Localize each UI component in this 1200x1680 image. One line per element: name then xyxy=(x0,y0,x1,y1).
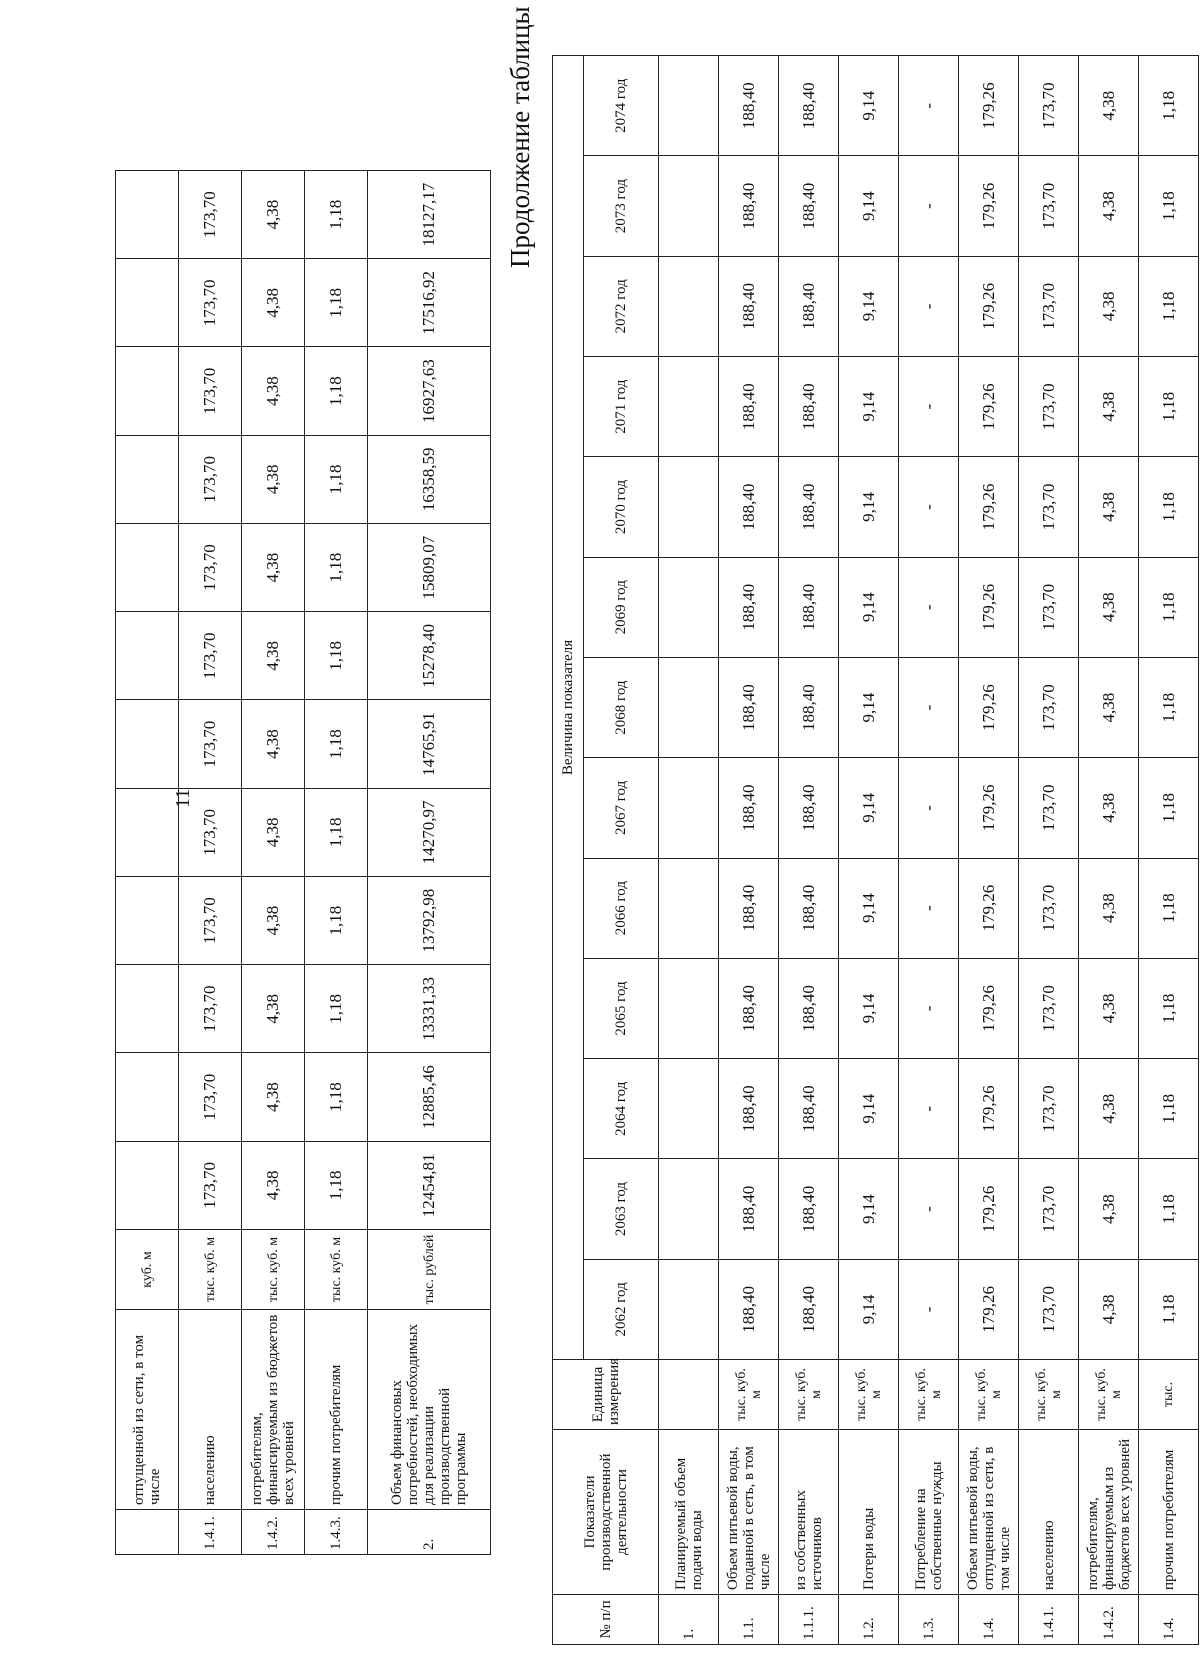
table-row xyxy=(116,171,179,1555)
value-cell: 4,38 xyxy=(242,788,305,876)
value-cell: 4,38 xyxy=(242,612,305,700)
value-cell: 188,40 xyxy=(719,557,779,657)
row-unit: тыс. xyxy=(1139,1360,1199,1430)
row-number: 1.4.3. xyxy=(305,1510,368,1555)
row-number: 1.4.1. xyxy=(1019,1595,1079,1645)
value-cell: - xyxy=(899,858,959,958)
value-cell: 4,38 xyxy=(1079,256,1139,356)
row-number: 1.4. xyxy=(1139,1595,1199,1645)
value-cell: 1,18 xyxy=(305,700,368,788)
table-row xyxy=(1079,56,1139,1645)
row-number: 1.4.1. xyxy=(179,1510,242,1555)
value-cell: 4,38 xyxy=(1079,1259,1139,1359)
value-cell: 13792,98 xyxy=(368,877,491,965)
value-cell: 9,14 xyxy=(839,1159,899,1259)
value-cell xyxy=(116,965,179,1053)
value-cell: 9,14 xyxy=(839,256,899,356)
header-year: 2071 год xyxy=(584,357,659,457)
row-number: 1.4. xyxy=(959,1595,1019,1645)
header-year: 2069 год xyxy=(584,557,659,657)
value-cell: 1,18 xyxy=(305,612,368,700)
value-cell: 188,40 xyxy=(779,357,839,457)
value-cell xyxy=(659,357,719,457)
value-cell: 4,38 xyxy=(1079,156,1139,256)
value-cell: 173,70 xyxy=(179,347,242,435)
row-unit: тыс. куб. м xyxy=(959,1360,1019,1430)
value-cell: 173,70 xyxy=(179,877,242,965)
value-cell xyxy=(659,557,719,657)
value-cell: 188,40 xyxy=(719,1259,779,1359)
value-cell xyxy=(116,788,179,876)
value-cell xyxy=(116,1053,179,1141)
value-cell: 4,38 xyxy=(1079,858,1139,958)
value-cell: 173,70 xyxy=(1019,657,1079,757)
row-label: Потребление на собственные нужды xyxy=(899,1430,959,1595)
value-cell: 188,40 xyxy=(719,56,779,156)
row-unit: тыс. куб. м xyxy=(779,1360,839,1430)
value-cell: 188,40 xyxy=(779,758,839,858)
row-unit: тыс. куб. м xyxy=(719,1360,779,1430)
header-indicator: Показатели производственной деятельности xyxy=(553,1430,659,1595)
table-row xyxy=(1139,56,1199,1645)
row-label: Планируемый объем подачи воды xyxy=(659,1430,719,1595)
row-number: 1.4.2. xyxy=(242,1510,305,1555)
value-cell: 173,70 xyxy=(179,259,242,347)
value-cell: 1,18 xyxy=(305,965,368,1053)
value-cell: 4,38 xyxy=(1079,1059,1139,1159)
value-cell: 179,26 xyxy=(959,357,1019,457)
value-cell: 4,38 xyxy=(242,877,305,965)
value-cell: 1,18 xyxy=(305,524,368,612)
value-cell: 179,26 xyxy=(959,1059,1019,1159)
value-cell: 179,26 xyxy=(959,1259,1019,1359)
row-number: 1.1. xyxy=(719,1595,779,1645)
value-cell: 1,18 xyxy=(305,877,368,965)
value-cell: 4,38 xyxy=(1079,758,1139,858)
table-row xyxy=(305,171,368,1555)
value-cell: 1,18 xyxy=(1139,758,1199,858)
value-cell xyxy=(659,758,719,858)
value-cell: 173,70 xyxy=(179,700,242,788)
value-cell xyxy=(659,657,719,757)
value-cell: 1,18 xyxy=(1139,858,1199,958)
value-cell: 188,40 xyxy=(779,858,839,958)
table-row xyxy=(242,171,305,1555)
value-cell: 4,38 xyxy=(1079,1159,1139,1259)
value-cell xyxy=(116,700,179,788)
value-cell: 188,40 xyxy=(719,457,779,557)
value-cell: - xyxy=(899,156,959,256)
value-cell: 188,40 xyxy=(719,858,779,958)
value-cell: 1,18 xyxy=(1139,1259,1199,1359)
value-cell: - xyxy=(899,557,959,657)
value-cell: 188,40 xyxy=(779,657,839,757)
row-label: из собственных источников xyxy=(779,1430,839,1595)
value-cell: 179,26 xyxy=(959,256,1019,356)
value-cell: 1,18 xyxy=(1139,457,1199,557)
value-cell: 188,40 xyxy=(719,958,779,1058)
value-cell: 173,70 xyxy=(1019,958,1079,1058)
table-row xyxy=(779,56,839,1645)
value-cell: 4,38 xyxy=(1079,958,1139,1058)
value-cell: 9,14 xyxy=(839,56,899,156)
value-cell: 1,18 xyxy=(305,788,368,876)
value-cell: 173,70 xyxy=(179,524,242,612)
header-num: № п/п xyxy=(553,1595,659,1645)
header-year: 2062 год xyxy=(584,1259,659,1359)
value-cell: 179,26 xyxy=(959,557,1019,657)
bottom-continuation-table xyxy=(552,55,1199,1645)
value-cell xyxy=(659,256,719,356)
value-cell xyxy=(659,457,719,557)
value-cell xyxy=(116,612,179,700)
value-cell: 9,14 xyxy=(839,1259,899,1359)
row-label: Объем питьевой воды, поданной в сеть, в том числе xyxy=(719,1430,779,1595)
value-cell: 173,70 xyxy=(1019,156,1079,256)
value-cell: 1,18 xyxy=(305,347,368,435)
row-unit: тыс. рублей xyxy=(368,1230,491,1310)
header-unit: Единица измерения xyxy=(553,1360,659,1430)
row-number: 1.4.2. xyxy=(1079,1595,1139,1645)
value-cell: 173,70 xyxy=(179,435,242,523)
value-cell: 17516,92 xyxy=(368,259,491,347)
value-cell: 188,40 xyxy=(719,657,779,757)
value-cell: 15809,07 xyxy=(368,524,491,612)
row-unit: тыс. куб. м xyxy=(839,1360,899,1430)
value-cell: 1,18 xyxy=(1139,156,1199,256)
value-cell xyxy=(116,347,179,435)
value-cell: 13331,33 xyxy=(368,965,491,1053)
header-year: 2063 год xyxy=(584,1159,659,1259)
value-cell: 188,40 xyxy=(779,958,839,1058)
table-row xyxy=(179,171,242,1555)
value-cell: 188,40 xyxy=(779,156,839,256)
value-cell: 4,38 xyxy=(242,1141,305,1229)
table-row xyxy=(899,56,959,1645)
value-cell: 1,18 xyxy=(305,171,368,259)
table-row xyxy=(368,171,491,1555)
value-cell: 4,38 xyxy=(242,524,305,612)
value-cell: 179,26 xyxy=(959,457,1019,557)
value-cell: 16358,59 xyxy=(368,435,491,523)
row-unit: тыс. куб. м xyxy=(1079,1360,1139,1430)
value-cell: 173,70 xyxy=(179,612,242,700)
row-unit xyxy=(659,1360,719,1430)
value-cell: 173,70 xyxy=(1019,758,1079,858)
value-cell: 188,40 xyxy=(719,1059,779,1159)
value-cell: 4,38 xyxy=(242,171,305,259)
value-cell: 9,14 xyxy=(839,156,899,256)
row-label: Объем финансовых потребностей, необходимых для реализации производственной программы xyxy=(368,1310,491,1510)
value-cell: 1,18 xyxy=(305,1141,368,1229)
value-cell: 173,70 xyxy=(1019,1059,1079,1159)
value-cell xyxy=(659,156,719,256)
value-cell xyxy=(659,1159,719,1259)
value-cell: 188,40 xyxy=(779,457,839,557)
value-cell: - xyxy=(899,958,959,1058)
value-cell: 173,70 xyxy=(1019,1159,1079,1259)
value-cell: 173,70 xyxy=(1019,457,1079,557)
value-cell: 188,40 xyxy=(719,758,779,858)
value-cell: 4,38 xyxy=(1079,457,1139,557)
value-cell: 9,14 xyxy=(839,958,899,1058)
row-unit: тыс. куб. м xyxy=(242,1230,305,1310)
value-cell: 9,14 xyxy=(839,1059,899,1159)
value-cell: 16927,63 xyxy=(368,347,491,435)
value-cell xyxy=(659,1059,719,1159)
value-cell xyxy=(116,435,179,523)
row-number xyxy=(116,1510,179,1555)
value-cell: 173,70 xyxy=(179,788,242,876)
value-cell xyxy=(659,858,719,958)
value-cell: 173,70 xyxy=(1019,357,1079,457)
value-cell: - xyxy=(899,1059,959,1159)
row-unit: куб. м xyxy=(116,1230,179,1310)
header-value-group: Величина показателя xyxy=(553,56,584,1360)
value-cell: 1,18 xyxy=(1139,1059,1199,1159)
row-unit: тыс. куб. м xyxy=(179,1230,242,1310)
value-cell: 188,40 xyxy=(779,557,839,657)
row-unit: тыс. куб. м xyxy=(305,1230,368,1310)
value-cell: 179,26 xyxy=(959,758,1019,858)
value-cell: 188,40 xyxy=(719,1159,779,1259)
value-cell xyxy=(116,171,179,259)
value-cell: - xyxy=(899,56,959,156)
header-year: 2073 год xyxy=(584,156,659,256)
value-cell: 4,38 xyxy=(242,965,305,1053)
value-cell: 4,38 xyxy=(1079,357,1139,457)
value-cell: 188,40 xyxy=(719,256,779,356)
value-cell: 1,18 xyxy=(305,259,368,347)
value-cell: 9,14 xyxy=(839,657,899,757)
value-cell: - xyxy=(899,256,959,356)
value-cell: - xyxy=(899,657,959,757)
row-label: потребителям, финансируемым из бюджетов всех уровней xyxy=(242,1310,305,1510)
row-label: населению xyxy=(1019,1430,1079,1595)
value-cell: 18127,17 xyxy=(368,171,491,259)
value-cell: 173,70 xyxy=(1019,557,1079,657)
value-cell: 12885,46 xyxy=(368,1053,491,1141)
value-cell: 173,70 xyxy=(179,1053,242,1141)
continuation-title: Продолжение таблицы xyxy=(505,6,535,268)
header-year: 2064 год xyxy=(584,1059,659,1159)
value-cell: 179,26 xyxy=(959,958,1019,1058)
row-number: 1.2. xyxy=(839,1595,899,1645)
value-cell: - xyxy=(899,1159,959,1259)
value-cell: 1,18 xyxy=(1139,1159,1199,1259)
value-cell: - xyxy=(899,457,959,557)
value-cell xyxy=(659,1259,719,1359)
value-cell xyxy=(659,958,719,1058)
value-cell: 179,26 xyxy=(959,56,1019,156)
value-cell: 9,14 xyxy=(839,557,899,657)
value-cell: - xyxy=(899,758,959,858)
value-cell: 188,40 xyxy=(779,1259,839,1359)
value-cell xyxy=(116,524,179,612)
header-row-top xyxy=(553,56,584,1645)
value-cell: 1,18 xyxy=(1139,256,1199,356)
value-cell: 12454,81 xyxy=(368,1141,491,1229)
value-cell: 173,70 xyxy=(1019,56,1079,156)
page-number: 11 xyxy=(172,788,194,808)
row-label: прочим потребителям xyxy=(1139,1430,1199,1595)
table-row xyxy=(959,56,1019,1645)
table-row xyxy=(719,56,779,1645)
value-cell: 1,18 xyxy=(1139,958,1199,1058)
row-number: 1. xyxy=(659,1595,719,1645)
value-cell: 14270,97 xyxy=(368,788,491,876)
header-year: 2074 год xyxy=(584,56,659,156)
value-cell: 9,14 xyxy=(839,457,899,557)
value-cell: 15278,40 xyxy=(368,612,491,700)
value-cell xyxy=(659,56,719,156)
value-cell: 1,18 xyxy=(1139,557,1199,657)
value-cell: 1,18 xyxy=(305,1053,368,1141)
row-unit: тыс. куб. м xyxy=(899,1360,959,1430)
header-year: 2066 год xyxy=(584,858,659,958)
value-cell: 14765,91 xyxy=(368,700,491,788)
row-label: прочим потребителям xyxy=(305,1310,368,1510)
value-cell: 188,40 xyxy=(779,1159,839,1259)
row-label: Потери воды xyxy=(839,1430,899,1595)
table-row xyxy=(839,56,899,1645)
value-cell: 4,38 xyxy=(242,700,305,788)
header-year: 2067 год xyxy=(584,758,659,858)
row-number: 2. xyxy=(368,1510,491,1555)
value-cell: 9,14 xyxy=(839,357,899,457)
header-year: 2070 год xyxy=(584,457,659,557)
value-cell: 173,70 xyxy=(179,1141,242,1229)
value-cell: 188,40 xyxy=(779,256,839,356)
row-unit: тыс. куб. м xyxy=(1019,1360,1079,1430)
value-cell: 4,38 xyxy=(1079,657,1139,757)
table-row xyxy=(659,56,719,1645)
value-cell: 1,18 xyxy=(305,435,368,523)
value-cell: 179,26 xyxy=(959,156,1019,256)
value-cell: 4,38 xyxy=(242,347,305,435)
value-cell: 173,70 xyxy=(1019,1259,1079,1359)
header-year: 2068 год xyxy=(584,657,659,757)
row-label: отпущенной из сети, в том числе xyxy=(116,1310,179,1510)
value-cell: 173,70 xyxy=(1019,858,1079,958)
value-cell: 4,38 xyxy=(242,259,305,347)
value-cell: 179,26 xyxy=(959,1159,1019,1259)
top-continuation-table xyxy=(115,170,491,1555)
table-row xyxy=(1019,56,1079,1645)
row-label: потребителям, финансируемым из бюджетов всех уровней xyxy=(1079,1430,1139,1595)
value-cell: 173,70 xyxy=(179,965,242,1053)
value-cell: 4,38 xyxy=(242,435,305,523)
value-cell: 188,40 xyxy=(719,357,779,457)
value-cell: 4,38 xyxy=(242,1053,305,1141)
value-cell: 173,70 xyxy=(1019,256,1079,356)
value-cell: 1,18 xyxy=(1139,657,1199,757)
row-label: населению xyxy=(179,1310,242,1510)
value-cell: 9,14 xyxy=(839,758,899,858)
row-label: Объем питьевой воды, отпущенной из сети, в том числе xyxy=(959,1430,1019,1595)
value-cell: 179,26 xyxy=(959,657,1019,757)
value-cell xyxy=(116,877,179,965)
header-year: 2072 год xyxy=(584,256,659,356)
value-cell: 4,38 xyxy=(1079,557,1139,657)
value-cell: 1,18 xyxy=(1139,357,1199,457)
value-cell: 179,26 xyxy=(959,858,1019,958)
row-number: 1.3. xyxy=(899,1595,959,1645)
value-cell: 188,40 xyxy=(719,156,779,256)
value-cell: 1,18 xyxy=(1139,56,1199,156)
row-number: 1.1.1. xyxy=(779,1595,839,1645)
value-cell: 4,38 xyxy=(1079,56,1139,156)
value-cell: 188,40 xyxy=(779,56,839,156)
value-cell: 9,14 xyxy=(839,858,899,958)
value-cell: 188,40 xyxy=(779,1059,839,1159)
value-cell: - xyxy=(899,1259,959,1359)
value-cell xyxy=(116,1141,179,1229)
value-cell xyxy=(116,259,179,347)
header-year: 2065 год xyxy=(584,958,659,1058)
value-cell: - xyxy=(899,357,959,457)
value-cell: 173,70 xyxy=(179,171,242,259)
